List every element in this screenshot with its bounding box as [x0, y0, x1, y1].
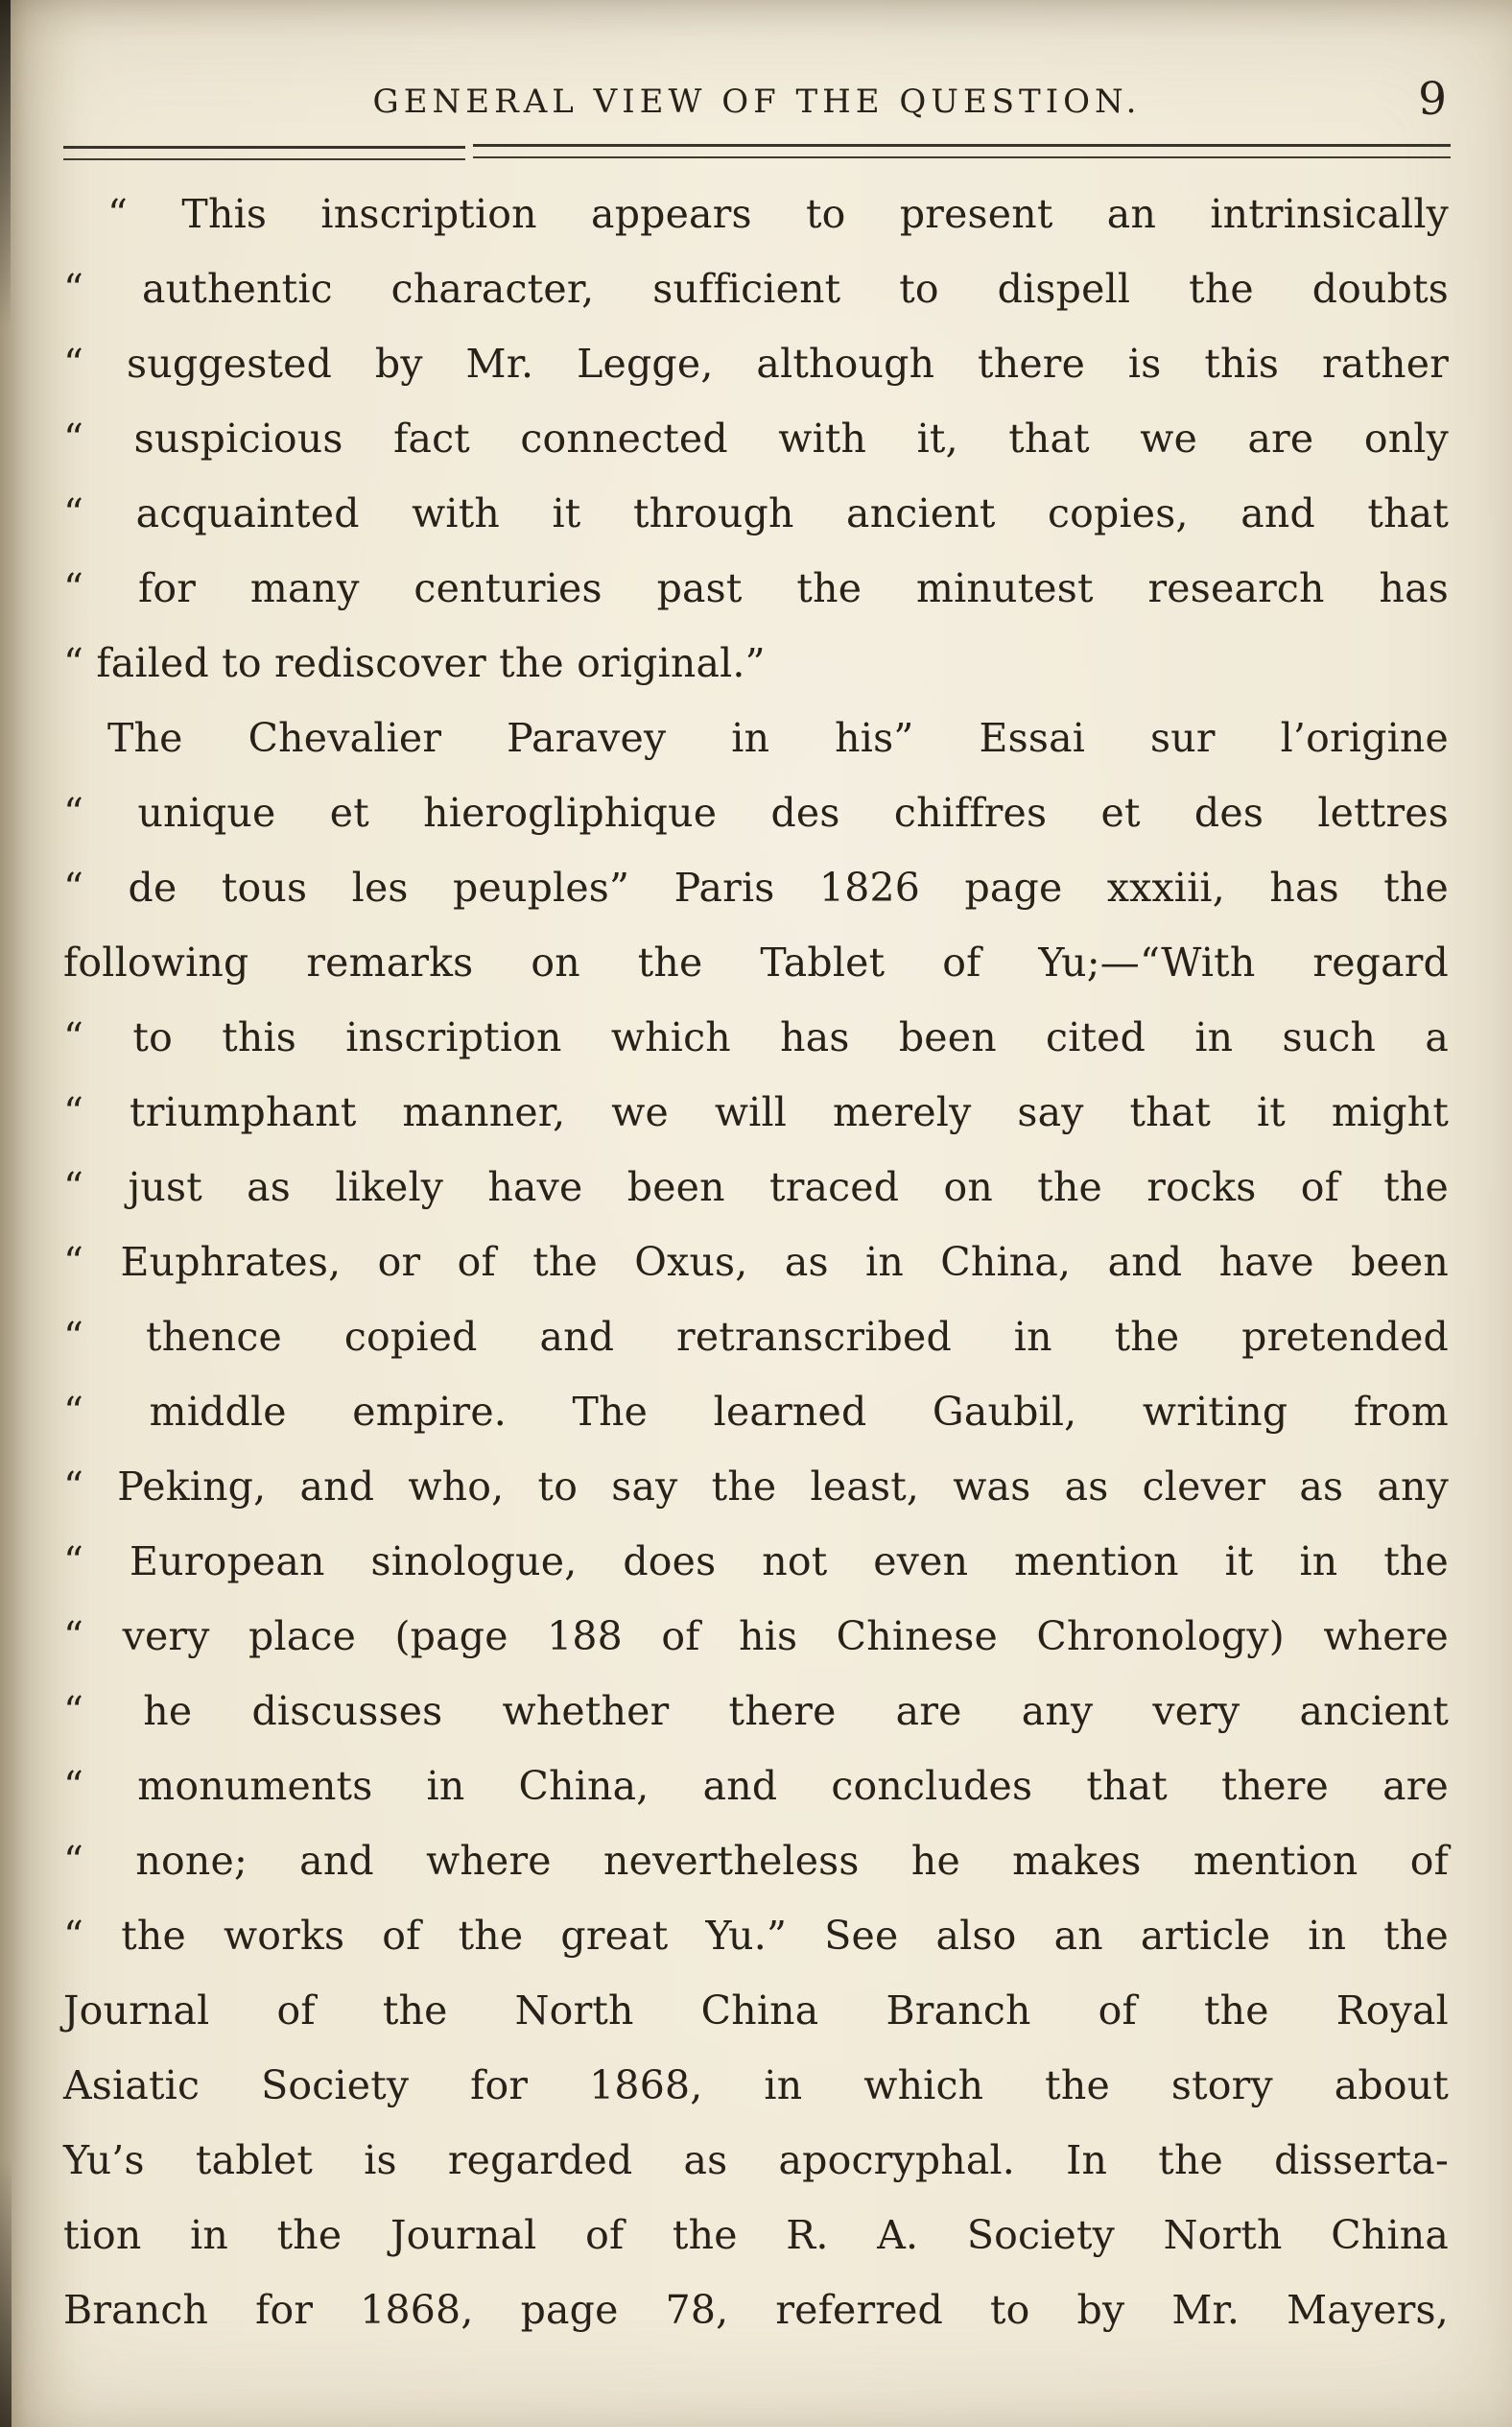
text-line: Yu’s tablet is regarded as apocryphal. In the disserta-: [63, 2137, 1449, 2183]
text-line: “ failed to rediscover the original.”: [63, 640, 766, 686]
text-line: “ very place (page 188 of his Chinese Chronology) where: [63, 1613, 1449, 1659]
text-line: “ suggested by Mr. Legge, although there is this rather: [63, 341, 1449, 387]
page-header: [65, 73, 1449, 140]
body-text: [63, 177, 1449, 2347]
text-line: “ authentic character, sufficient to dispell the doubts: [63, 266, 1449, 312]
text-line: “ none; and where nevertheless he makes mention of: [63, 1838, 1449, 1884]
page-edge-shadow: [0, 2158, 12, 2427]
text-line: “ he discusses whether there are any very ancient: [63, 1688, 1449, 1734]
text-line: “ thence copied and retranscribed in the pretended: [63, 1314, 1449, 1360]
rule-segment-left: [63, 146, 465, 160]
rule-segment-right: [473, 144, 1451, 158]
text-line: The Chevalier Paravey in his” Essai sur l’origine: [107, 715, 1449, 761]
text-line: Branch for 1868, page 78, referred to by Mr. Mayers,: [63, 2287, 1449, 2333]
text-line: “ the works of the great Yu.” See also an article in the: [63, 1913, 1449, 1959]
text-line: “ middle empire. The learned Gaubil, writing from: [63, 1389, 1449, 1435]
text-line: “ Euphrates, or of the Oxus, as in China, and have been: [63, 1239, 1449, 1285]
text-line: Journal of the North China Branch of the Royal: [63, 1987, 1449, 2034]
double-rule: [63, 144, 1451, 158]
text-line: “ to this inscription which has been cited in such a: [63, 1014, 1449, 1060]
text-line: “ monuments in China, and concludes that there are: [63, 1763, 1449, 1809]
text-line: “ Peking, and who, to say the least, was as clever as any: [63, 1463, 1449, 1510]
text-line: “ suspicious fact connected with it, that we are only: [63, 416, 1449, 462]
text-line: “ unique et hierogliphique des chiffres et des lettres: [63, 790, 1449, 836]
text-line: following remarks on the Tablet of Yu;—“With regard: [63, 940, 1449, 986]
text-line: Asiatic Society for 1868, in which the story about: [63, 2062, 1449, 2108]
page-number: 9: [1418, 73, 1447, 126]
text-line: “ acquainted with it through ancient copies, and that: [63, 490, 1449, 536]
text-line: “ for many centuries past the minutest research has: [63, 565, 1449, 611]
running-title: GENERAL VIEW OF THE QUESTION.: [372, 83, 1142, 121]
text-line: tion in the Journal of the R. A. Society North China: [63, 2212, 1449, 2258]
text-line: “ European sinologue, does not even mention it in the: [63, 1538, 1449, 1584]
text-line: “ This inscription appears to present an intrinsically: [107, 191, 1449, 237]
text-line: “ just as likely have been traced on the rocks of the: [63, 1164, 1449, 1210]
text-line: “ triumphant manner, we will merely say that it might: [63, 1089, 1449, 1135]
text-line: “ de tous les peuples” Paris 1826 page xxxiii, has the: [63, 865, 1449, 911]
